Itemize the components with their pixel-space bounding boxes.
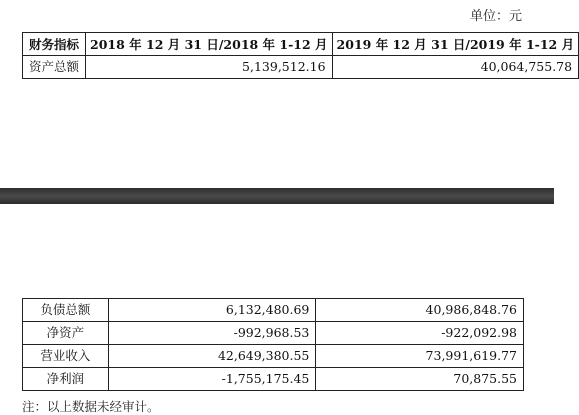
table-row: [23, 322, 524, 345]
value-2019: -922,092.98: [316, 322, 524, 345]
header-2018: 2018 年 12 月 31 日/2018 年 1-12 月: [86, 33, 333, 56]
value-2019: 40,986,848.76: [316, 299, 524, 322]
row-label: 营业收入: [23, 345, 109, 368]
table-header-row: [23, 33, 579, 56]
financial-table-top: [22, 32, 579, 79]
footnote: 注：以上数据未经审计。: [22, 399, 160, 414]
value-2019: 73,991,619.77: [316, 345, 524, 368]
row-label: 资产总额: [23, 56, 86, 79]
page-divider-bar: [0, 188, 554, 204]
table-row: [23, 56, 579, 79]
row-label: 负债总额: [23, 299, 109, 322]
value-2019: 70,875.55: [316, 368, 524, 391]
row-label: 净利润: [23, 368, 109, 391]
header-indicator: 财务指标: [23, 33, 86, 56]
table-row: [23, 368, 524, 391]
table-row: [23, 299, 524, 322]
unit-label: 单位：元: [469, 9, 522, 24]
value-2018: 5,139,512.16: [86, 56, 333, 79]
value-2018: -1,755,175.45: [108, 368, 316, 391]
value-2018: 6,132,480.69: [108, 299, 316, 322]
value-2019: 40,064,755.78: [332, 56, 579, 79]
value-2018: -992,968.53: [108, 322, 316, 345]
financial-table-bottom: [22, 298, 524, 391]
header-2019: 2019 年 12 月 31 日/2019 年 1-12 月: [332, 33, 579, 56]
value-2018: 42,649,380.55: [108, 345, 316, 368]
table-row: [23, 345, 524, 368]
row-label: 净资产: [23, 322, 109, 345]
